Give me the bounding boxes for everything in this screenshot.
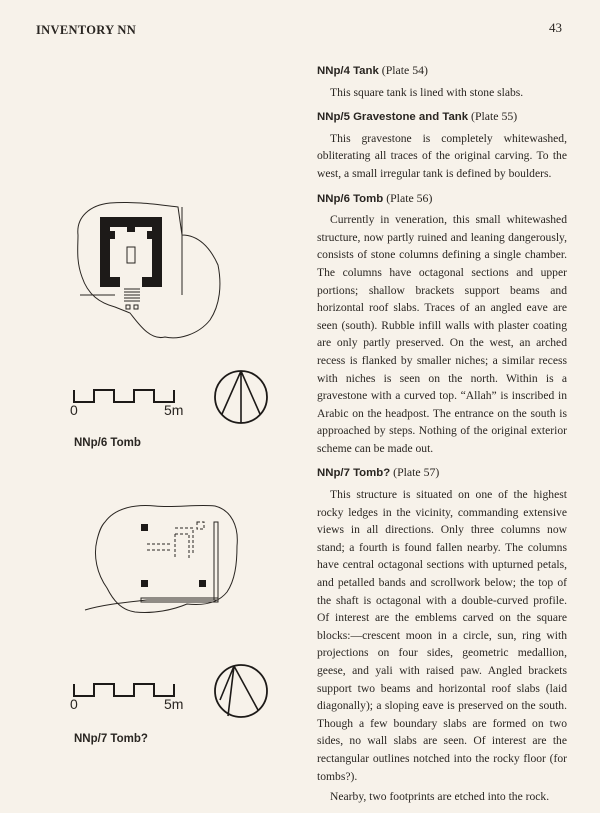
page-number: 43 [549, 20, 562, 35]
entry-paragraph: This gravestone is completely whitewashed, obliterating all traces of the original carving. To the west, a small irregular tank is defined by boulders. [317, 131, 567, 180]
entry-section [317, 62, 567, 101]
entry-paragraph: This structure is situated on one of the highest rocky ledges in the vicinity, commanding extensive views in all directions. Only three columns now stand; a fourth is found fallen nearby. The columns have central octagonal sections with upturned petals, and petalled bands and scrollwork below; the top of the shaft is octagonal with a double-curved profile. Of interest are the emblems carved on the square blocks:—crescent moon in a circle, sun, ring with projections on four sides, geometric medallion, geese, and yali with raised paw. Angled brackets support two beams and horizontal roof slabs (laid diagonally); a sloping eave is preserved on the south. Though a few boundary slabs are formed on two sides, no wall slabs are seen. Of interest are the rectangular outlines notched into the rocky floor (for tombs?). [317, 488, 567, 783]
entry-id: NNp/5 Gravestone and Tank [317, 111, 469, 124]
plate-ref: (Plate 55) [471, 109, 518, 124]
text-column [317, 62, 567, 813]
north-arrow-icon [212, 368, 270, 426]
entry-id: NNp/4 Tank [317, 65, 379, 77]
plate-ref: (Plate 54) [381, 63, 428, 77]
plan-drawing-nnp6 [60, 195, 235, 345]
plate-ref: (Plate 57) [393, 465, 440, 480]
figure-caption: NNp/6 Tomb [74, 437, 141, 449]
entry-id: NNp/7 Tomb? [317, 467, 391, 480]
figure-caption: NNp/7 Tomb? [74, 733, 148, 745]
running-header: INVENTORY NN [36, 23, 137, 37]
entry-id: NNp/6 Tomb [317, 192, 384, 205]
entry-paragraph: This square tank is lined with stone slabs. [330, 85, 524, 99]
plate-ref: (Plate 56) [386, 190, 433, 205]
entry-paragraph: Currently in veneration, this small whitewashed structure, now partly ruined and leaning dangerously, consists of stone columns defining a single chamber. The columns have octagonal sections and upper portions; shallow brackets support beams and horizontal roof slabs. Traces of an angled eave are seen (south). Rubble infill walls with plaster coating are only partly preserved. On the west, an arched recess is flanked by smaller niches; a similar recess with niches is seen on the north. Within is a gravestone with a curved top. “Allah” is inscribed in Arabic on the headpost. The entrance on the south is approached by steps. Nothing of the original exterior scheme can be made out. [317, 213, 567, 455]
scale-start-label: 0 [70, 402, 78, 418]
entry-heading [317, 464, 567, 483]
north-arrow-icon [212, 662, 270, 720]
entry-section [317, 108, 567, 182]
plan-drawing-nnp7 [75, 498, 255, 618]
scale-start-label: 0 [70, 696, 78, 712]
entry-section [317, 190, 567, 458]
entry-heading [317, 62, 567, 81]
entry-heading [317, 190, 567, 209]
entry-paragraph: Nearby, two footprints are etched into the rock. [330, 790, 550, 804]
entry-section [317, 464, 567, 805]
entry-heading [317, 108, 567, 127]
scale-end-label: 5m [164, 402, 184, 418]
scale-end-label: 5m [164, 696, 184, 712]
